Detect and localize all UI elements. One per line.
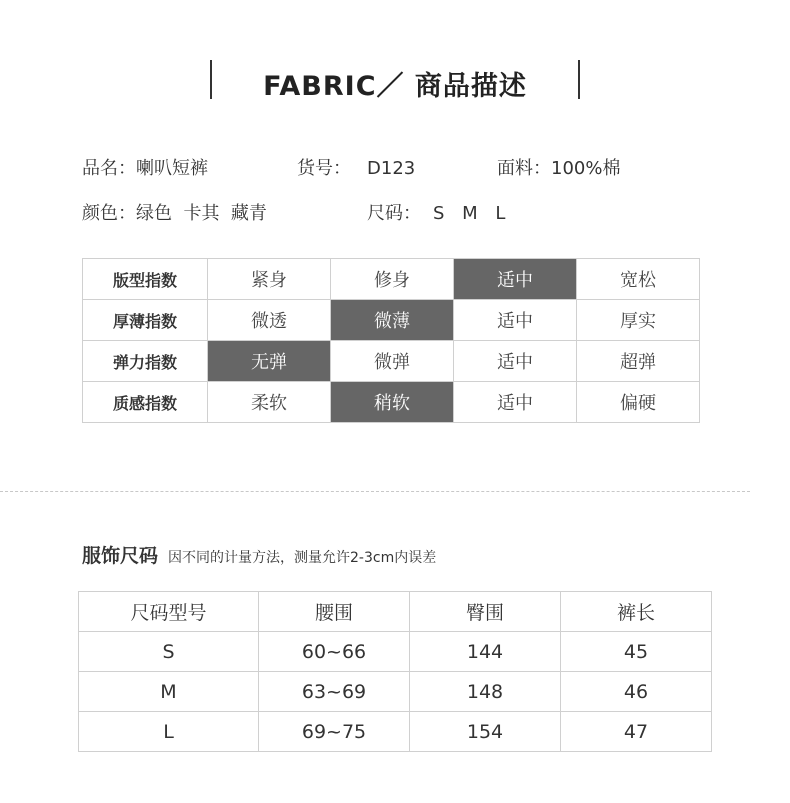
index-option: 超弹 xyxy=(577,341,700,382)
product-sizes-label: 尺码： xyxy=(367,203,421,224)
product-sizes xyxy=(367,199,511,225)
index-option: 适中 xyxy=(454,341,577,382)
size-table-header: 臀围 xyxy=(410,592,561,632)
product-code-value: D123 xyxy=(367,158,416,179)
title-right-bar xyxy=(578,60,580,99)
index-option: 偏硬 xyxy=(577,382,700,423)
product-fabric-value: 100%棉 xyxy=(551,158,621,179)
size-section-heading xyxy=(82,541,436,568)
size-table-header: 尺码型号 xyxy=(79,592,259,632)
size-table-header: 腰围 xyxy=(259,592,410,632)
size-table-cell: 144 xyxy=(410,632,561,672)
product-name-label: 品名： xyxy=(82,158,136,179)
size-table-row xyxy=(79,632,712,672)
index-option: 微透 xyxy=(208,300,331,341)
index-row xyxy=(83,341,700,382)
size-table-row xyxy=(79,672,712,712)
page-title: FABRIC／ 商品描述 xyxy=(263,71,527,102)
product-colors xyxy=(82,199,267,225)
product-name xyxy=(82,154,208,180)
product-sizes-value: S M L xyxy=(433,203,512,224)
product-name-value: 喇叭短裤 xyxy=(136,158,208,179)
size-table-cell: 45 xyxy=(561,632,712,672)
index-row-label: 质感指数 xyxy=(83,382,208,423)
size-table-cell: 69~75 xyxy=(259,712,410,752)
size-table-row xyxy=(79,712,712,752)
index-option: 微弹 xyxy=(331,341,454,382)
product-colors-value: 绿色 卡其 藏青 xyxy=(136,203,267,224)
size-table-cell: L xyxy=(79,712,259,752)
index-row xyxy=(83,259,700,300)
index-row-label: 弹力指数 xyxy=(83,341,208,382)
index-row xyxy=(83,382,700,423)
product-code xyxy=(297,154,415,180)
product-code-label: 货号： xyxy=(297,158,351,179)
fabric-index-table xyxy=(82,258,700,423)
size-table-cell: 148 xyxy=(410,672,561,712)
index-option: 适中 xyxy=(454,382,577,423)
size-table-cell: 47 xyxy=(561,712,712,752)
size-heading-note: 因不同的计量方法，测量允许2-3cm内误差 xyxy=(168,550,437,566)
size-table-header-row xyxy=(79,592,712,632)
size-table-cell: S xyxy=(79,632,259,672)
index-option: 修身 xyxy=(331,259,454,300)
index-option: 稍软 xyxy=(331,382,454,423)
size-table-cell: 46 xyxy=(561,672,712,712)
index-option: 紧身 xyxy=(208,259,331,300)
size-table-cell: 60~66 xyxy=(259,632,410,672)
index-option: 宽松 xyxy=(577,259,700,300)
index-option: 适中 xyxy=(454,300,577,341)
index-row xyxy=(83,300,700,341)
section-divider xyxy=(0,491,750,492)
size-table-cell: 154 xyxy=(410,712,561,752)
size-table-cell: M xyxy=(79,672,259,712)
index-row-label: 版型指数 xyxy=(83,259,208,300)
index-option: 适中 xyxy=(454,259,577,300)
product-colors-label: 颜色： xyxy=(82,203,136,224)
size-table-cell: 63~69 xyxy=(259,672,410,712)
size-table-header: 裤长 xyxy=(561,592,712,632)
product-fabric xyxy=(497,154,620,180)
index-row-label: 厚薄指数 xyxy=(83,300,208,341)
index-option: 无弹 xyxy=(208,341,331,382)
index-option: 厚实 xyxy=(577,300,700,341)
size-chart-table xyxy=(78,591,712,752)
index-option: 微薄 xyxy=(331,300,454,341)
size-heading-title: 服饰尺码 xyxy=(82,545,159,567)
product-fabric-label: 面料： xyxy=(497,158,551,179)
page-title-block xyxy=(210,60,580,100)
index-option: 柔软 xyxy=(208,382,331,423)
